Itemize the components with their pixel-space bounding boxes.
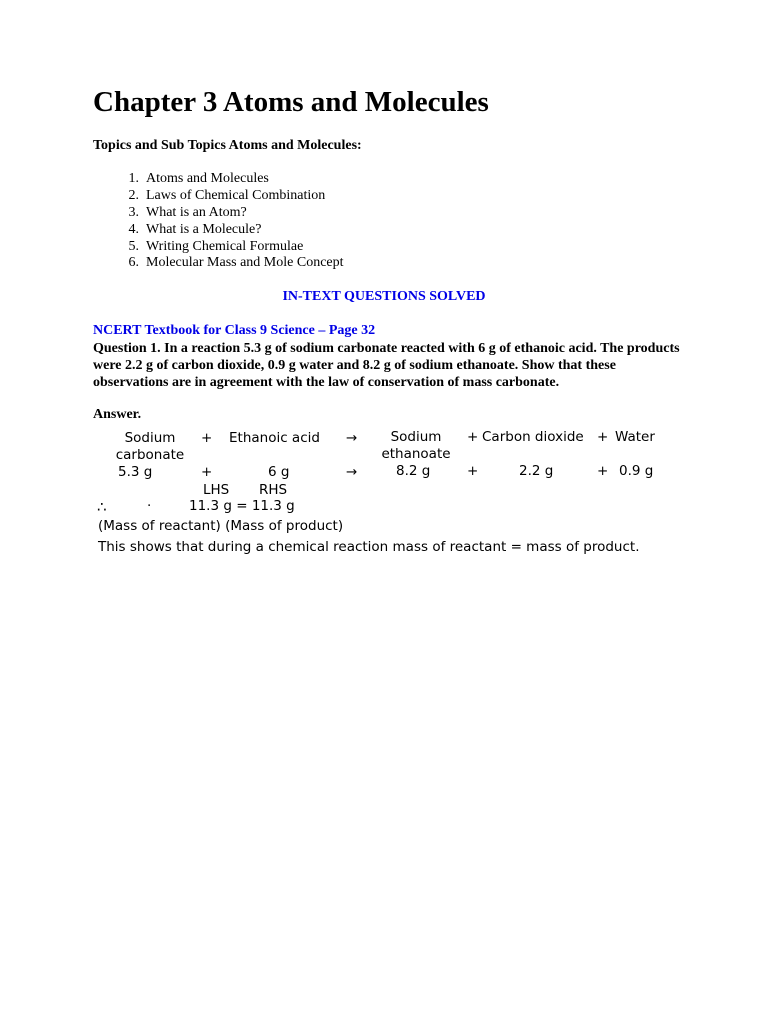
- list-number: 5.: [128, 238, 139, 254]
- arrow: →: [346, 430, 358, 446]
- list-text: Molecular Mass and Mole Concept: [146, 255, 344, 271]
- plus-sign: +: [597, 429, 609, 445]
- list-text: What is an Atom?: [146, 204, 247, 220]
- dot-symbol: ·: [147, 498, 152, 514]
- page-title: Chapter 3 Atoms and Molecules: [93, 86, 489, 118]
- list-number: 1.: [128, 171, 139, 186]
- arrow: →: [346, 464, 358, 480]
- source-line: NCERT Textbook for Class 9 Science – Page 32: [93, 323, 376, 338]
- product2-name: Carbon dioxide: [482, 429, 584, 445]
- list-item: [93, 171, 344, 188]
- rhs-label: RHS: [259, 482, 288, 498]
- list-text: What is a Molecule?: [146, 221, 262, 237]
- list-number: 3.: [128, 204, 139, 220]
- lhs-label: LHS: [203, 482, 230, 498]
- list-number: 6.: [128, 255, 139, 271]
- product2-mass: 2.2 g: [519, 463, 554, 479]
- mass-labels: (Mass of reactant) (Mass of product): [98, 518, 344, 534]
- product3-mass: 0.9 g: [619, 463, 654, 479]
- list-item: [93, 255, 344, 272]
- list-item: [93, 188, 344, 205]
- list-text: Laws of Chemical Combination: [146, 187, 326, 203]
- plus-sign: +: [201, 430, 213, 446]
- plus-sign: +: [467, 463, 479, 479]
- topics-list: [93, 171, 344, 272]
- reactant1-name-line2: carbonate: [115, 447, 185, 463]
- product1-name-line2: ethanoate: [381, 446, 451, 462]
- product3-name: Water: [615, 429, 655, 445]
- list-text: Writing Chemical Formulae: [146, 238, 304, 254]
- product1-name-line1: Sodium: [390, 429, 442, 445]
- list-item: [93, 205, 344, 222]
- mass-balance: 11.3 g = 11.3 g: [189, 498, 295, 514]
- reactant1-name-line1: Sodium: [124, 430, 176, 446]
- list-number: 2.: [128, 187, 139, 203]
- reactant1-mass: 5.3 g: [118, 464, 153, 480]
- conclusion-text: This shows that during a chemical reaction mass of reactant = mass of product.: [98, 539, 640, 555]
- list-number: 4.: [128, 221, 139, 237]
- plus-sign: +: [201, 464, 213, 480]
- section-heading: IN-TEXT QUESTIONS SOLVED: [282, 289, 486, 304]
- answer-label: Answer.: [93, 407, 142, 422]
- list-item: [93, 239, 344, 256]
- reactant2-name: Ethanoic acid: [229, 430, 320, 446]
- list-item: [93, 222, 344, 239]
- question-text: Question 1. In a reaction 5.3 g of sodium carbonate reacted with 6 g of ethanoic acid. The products were 2.2 g of carbon dioxide, 0.9 g water and 8.2 g of sodium ethanoate. Show that these observations are in agreement with the law of conservation of mass carbonate.: [93, 341, 680, 390]
- plus-sign: +: [597, 463, 609, 479]
- product1-mass: 8.2 g: [396, 463, 431, 479]
- therefore-symbol: ∴: [97, 498, 107, 516]
- reactant2-mass: 6 g: [268, 464, 290, 480]
- topics-heading: Topics and Sub Topics Atoms and Molecules:: [93, 138, 362, 153]
- list-text: Atoms and Molecules: [146, 171, 269, 186]
- plus-sign: +: [467, 429, 479, 445]
